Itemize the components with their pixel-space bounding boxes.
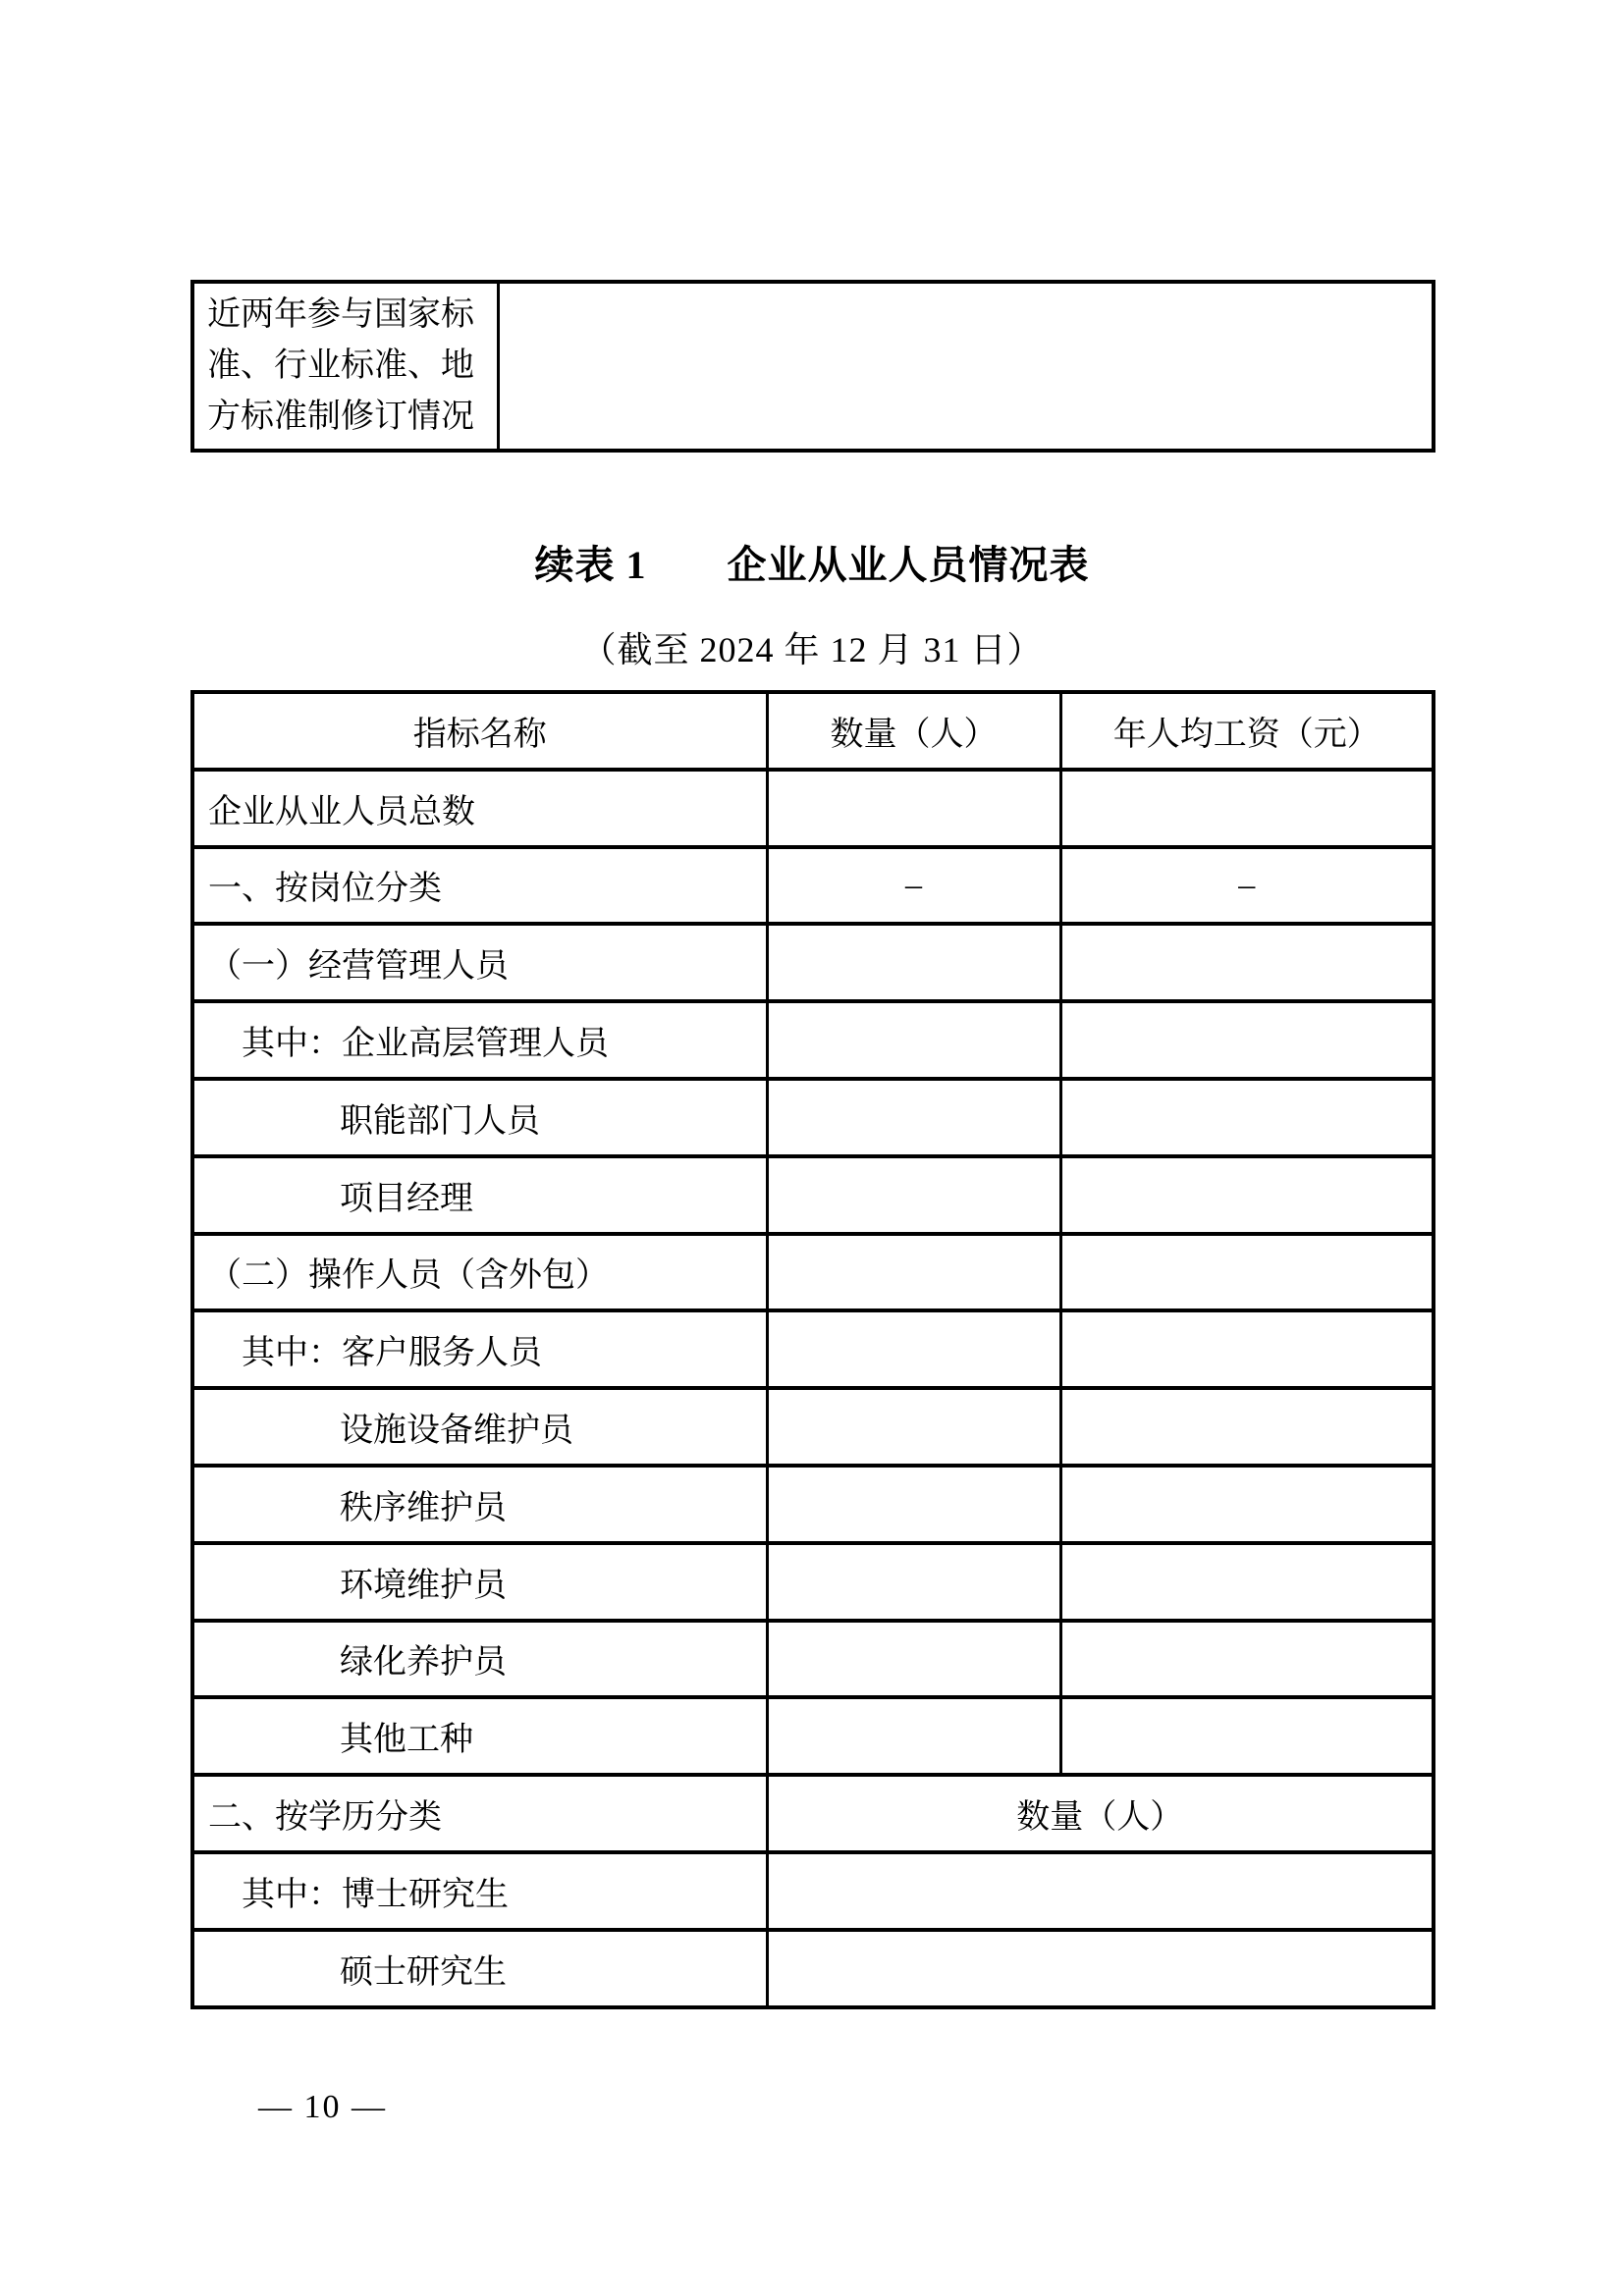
table-row xyxy=(192,1930,1434,2007)
table-row xyxy=(192,1697,1434,1775)
salary-cell[interactable] xyxy=(1060,1079,1434,1156)
indicator-label-cell: 其中：企业高层管理人员 xyxy=(192,1001,767,1079)
quantity-cell[interactable] xyxy=(767,1001,1060,1079)
quantity-cell[interactable] xyxy=(767,1697,1060,1775)
staff-table xyxy=(190,690,1435,2009)
table-row xyxy=(192,847,1434,925)
salary-cell[interactable] xyxy=(1060,1543,1434,1621)
indicator-label-cell: 秩序维护员 xyxy=(192,1466,767,1543)
quantity-cell[interactable] xyxy=(767,1466,1060,1543)
indicator-label-cell: （一）经营管理人员 xyxy=(192,924,767,1001)
table-header-row xyxy=(192,692,1434,770)
indicator-label-cell: 硕士研究生 xyxy=(192,1930,767,2007)
table-row xyxy=(192,1852,1434,1930)
salary-cell[interactable] xyxy=(1060,770,1434,847)
standards-revision-value-cell[interactable] xyxy=(498,282,1434,451)
table-row xyxy=(192,1310,1434,1388)
table-row xyxy=(192,1388,1434,1466)
table-row xyxy=(192,282,1434,451)
quantity-cell[interactable] xyxy=(767,1388,1060,1466)
table-row xyxy=(192,1621,1434,1698)
indicator-label-cell: 环境维护员 xyxy=(192,1543,767,1621)
indicator-label-cell: 设施设备维护员 xyxy=(192,1388,767,1466)
merged-quantity-header-cell: 数量（人） xyxy=(767,1775,1434,1852)
table-row xyxy=(192,924,1434,1001)
standards-revision-label-cell: 近两年参与国家标准、行业标准、地方标准制修订情况 xyxy=(192,282,498,451)
page-number: — 10 — xyxy=(258,2089,387,2125)
table-row xyxy=(192,1234,1434,1311)
indicator-label-cell: 其中：客户服务人员 xyxy=(192,1310,767,1388)
table-row xyxy=(192,1543,1434,1621)
table-row xyxy=(192,1156,1434,1234)
salary-cell[interactable] xyxy=(1060,1001,1434,1079)
table-row xyxy=(192,1466,1434,1543)
salary-cell[interactable] xyxy=(1060,1697,1434,1775)
table-row xyxy=(192,770,1434,847)
salary-cell[interactable] xyxy=(1060,1156,1434,1234)
page-subtitle: （截至 2024 年 12 月 31 日） xyxy=(580,630,1044,669)
salary-cell[interactable] xyxy=(1060,1466,1434,1543)
indicator-label-cell: 项目经理 xyxy=(192,1156,767,1234)
indicator-label-cell: 二、按学历分类 xyxy=(192,1775,767,1852)
salary-cell[interactable] xyxy=(1060,1388,1434,1466)
salary-cell: – xyxy=(1060,847,1434,925)
quantity-cell[interactable] xyxy=(767,1621,1060,1698)
header-annual-average-salary: 年人均工资（元） xyxy=(1060,692,1434,770)
table-row xyxy=(192,1775,1434,1852)
indicator-label-cell: 其他工种 xyxy=(192,1697,767,1775)
indicator-label-cell: 企业从业人员总数 xyxy=(192,770,767,847)
table-row xyxy=(192,1001,1434,1079)
salary-cell[interactable] xyxy=(1060,1621,1434,1698)
quantity-cell[interactable] xyxy=(767,1310,1060,1388)
indicator-label-cell: （二）操作人员（含外包） xyxy=(192,1234,767,1311)
table-row xyxy=(192,1079,1434,1156)
indicator-label-cell: 职能部门人员 xyxy=(192,1079,767,1156)
page-title: 续表 1 企业从业人员情况表 xyxy=(534,543,1090,587)
quantity-cell: – xyxy=(767,847,1060,925)
indicator-label-cell: 其中：博士研究生 xyxy=(192,1852,767,1930)
header-quantity: 数量（人） xyxy=(767,692,1060,770)
salary-cell[interactable] xyxy=(1060,1310,1434,1388)
merged-value-cell[interactable] xyxy=(767,1930,1434,2007)
indicator-label-cell: 绿化养护员 xyxy=(192,1621,767,1698)
quantity-cell[interactable] xyxy=(767,1156,1060,1234)
indicator-label-cell: 一、按岗位分类 xyxy=(192,847,767,925)
quantity-cell[interactable] xyxy=(767,1234,1060,1311)
quantity-cell[interactable] xyxy=(767,770,1060,847)
header-indicator-name: 指标名称 xyxy=(192,692,767,770)
quantity-cell[interactable] xyxy=(767,1079,1060,1156)
standards-continuation-table xyxy=(190,280,1435,453)
quantity-cell[interactable] xyxy=(767,1543,1060,1621)
merged-value-cell[interactable] xyxy=(767,1852,1434,1930)
quantity-cell[interactable] xyxy=(767,924,1060,1001)
salary-cell[interactable] xyxy=(1060,1234,1434,1311)
salary-cell[interactable] xyxy=(1060,924,1434,1001)
